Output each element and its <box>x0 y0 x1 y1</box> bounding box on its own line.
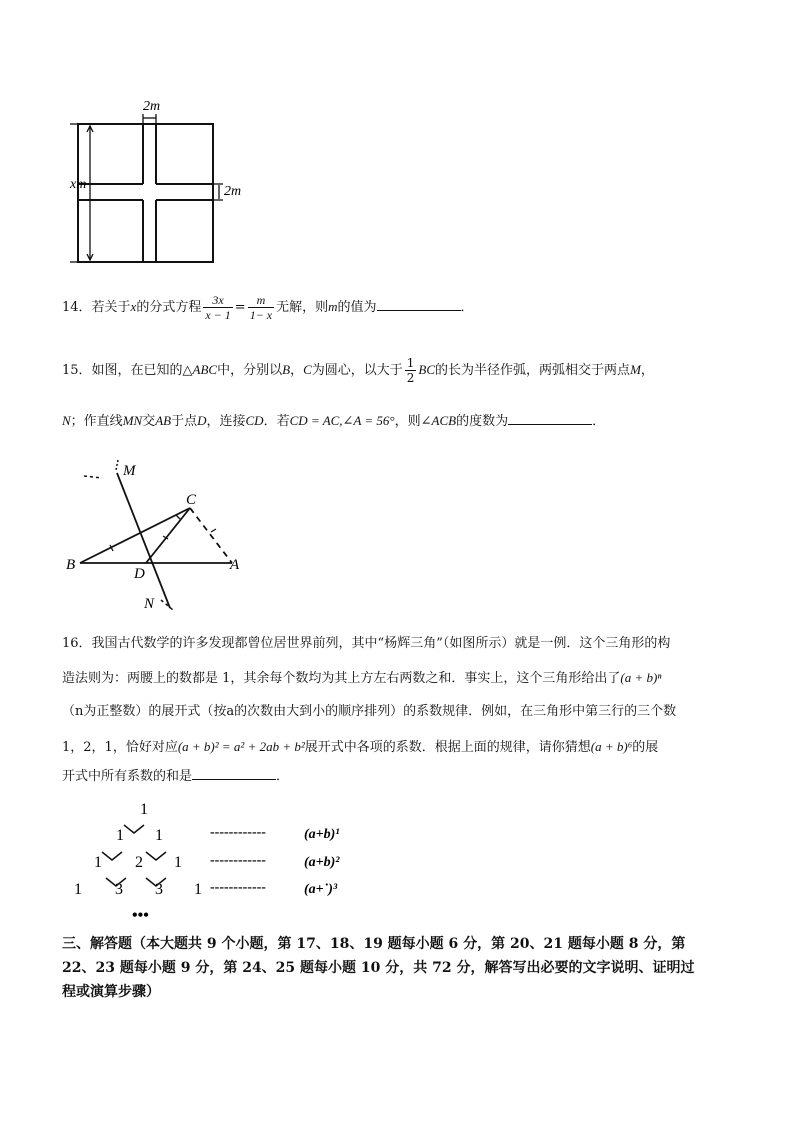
section-3-heading-line1: 三、解答题（本大题共 9 个小题，第 17、18、19 题每小题 6 分，第 20、21 题每小题 8 分，第 <box>62 936 686 952</box>
point-label-m: M <box>123 463 136 479</box>
tri-row0: 1 <box>140 801 148 818</box>
section-3-heading-line3: 程或演算步骤） <box>62 984 160 1000</box>
tri-row3-1: 3 <box>115 881 123 898</box>
point-label-c: C <box>186 492 197 508</box>
tri-row3-0: 1 <box>74 881 82 898</box>
question-14: 14．若关于x的分式方程 $\frac{3x}{x - 1}$ = $\frac{m}{1- x}$ 无解，则m的值为 ． <box>62 293 474 322</box>
label-2m-right: 2m <box>224 184 242 199</box>
ellipsis-dots: ••• <box>132 907 149 924</box>
point-label-a: A <box>230 557 240 573</box>
label-xm: xm <box>70 177 87 192</box>
tri-row1-0: 1 <box>116 827 124 844</box>
point-label-b: B <box>66 557 76 573</box>
point-label-d: D <box>134 566 145 582</box>
question-15-line1: 15．如图，在已知的△ABC中，分别以B，C为圆心，以大于 $\frac{1}{2}$ BC的长为半径作弧，两弧相交于两点M， <box>62 356 654 385</box>
fraction-3x: $\frac{3x}{x - 1}$ <box>205 293 231 322</box>
question-16-line2: 造法则为：两腰上的数都是 1，其余每个数均为其上方左右两数之和．事实上，这个三角形给出了(a + b)ⁿ <box>62 670 662 686</box>
fraction-half: $\frac{1}{2}$ <box>406 356 415 385</box>
question-16-line1: 16．我国古代数学的许多发现都曾位居世界前列，其中“杨辉三角”（如图所示）就是一例．这个三角形的构 <box>62 636 671 651</box>
question-16-line3: （n为正整数）的展开式（按a的次数由大到小的顺序排列）的系数规律．例如，在三角形中第三行的三个数 <box>62 704 677 719</box>
fraction-m: $\frac{m}{1- x}$ <box>249 293 273 322</box>
expansion-3: (a+˙)³ <box>304 882 338 897</box>
tri-row1-1: 1 <box>155 827 163 844</box>
dashes-3: ------------ <box>210 880 266 895</box>
outer-square <box>78 124 213 262</box>
tri-row3-2: 3 <box>155 881 163 898</box>
tri-row2-1: 2 <box>135 854 143 871</box>
dashes-1: ------------ <box>210 825 266 840</box>
label-2m-top: 2m <box>143 99 161 114</box>
tri-row3-3: 1 <box>194 881 202 898</box>
answer-blank-16[interactable] <box>192 767 276 780</box>
dashes-2: ------------ <box>210 853 266 868</box>
tri-row2-0: 1 <box>94 854 102 871</box>
question-15-line2: N；作直线MN交AB于点D，连接CD．若CD = AC,∠A = 56°，则∠ACB的度数为 ． <box>62 413 606 429</box>
question-16-line4: 1，2，1，恰好对应(a + b)² = a² + 2ab + b²展开式中各项的系数．根据上面的规律，请你猜想(a + b)⁶的展 <box>62 739 659 755</box>
figure-triangle-construction <box>62 448 262 618</box>
figure-yanghui-triangle <box>62 790 402 926</box>
answer-blank-15[interactable] <box>508 412 592 425</box>
expansion-2: (a+b)² <box>304 855 340 870</box>
section-3-heading-line2: 22、23 题每小题 9 分，第 24、25 题每小题 10 分，共 72 分，解答写出必要的文字说明、证明过 <box>62 960 695 976</box>
expansion-1: (a+b)¹ <box>304 827 340 842</box>
point-label-n: N <box>144 596 155 612</box>
question-16-line5: 开式中所有系数的和是 ． <box>62 769 290 784</box>
tri-row2-2: 1 <box>174 854 182 871</box>
figure-square-roads <box>60 92 260 272</box>
answer-blank-14[interactable] <box>377 298 461 311</box>
